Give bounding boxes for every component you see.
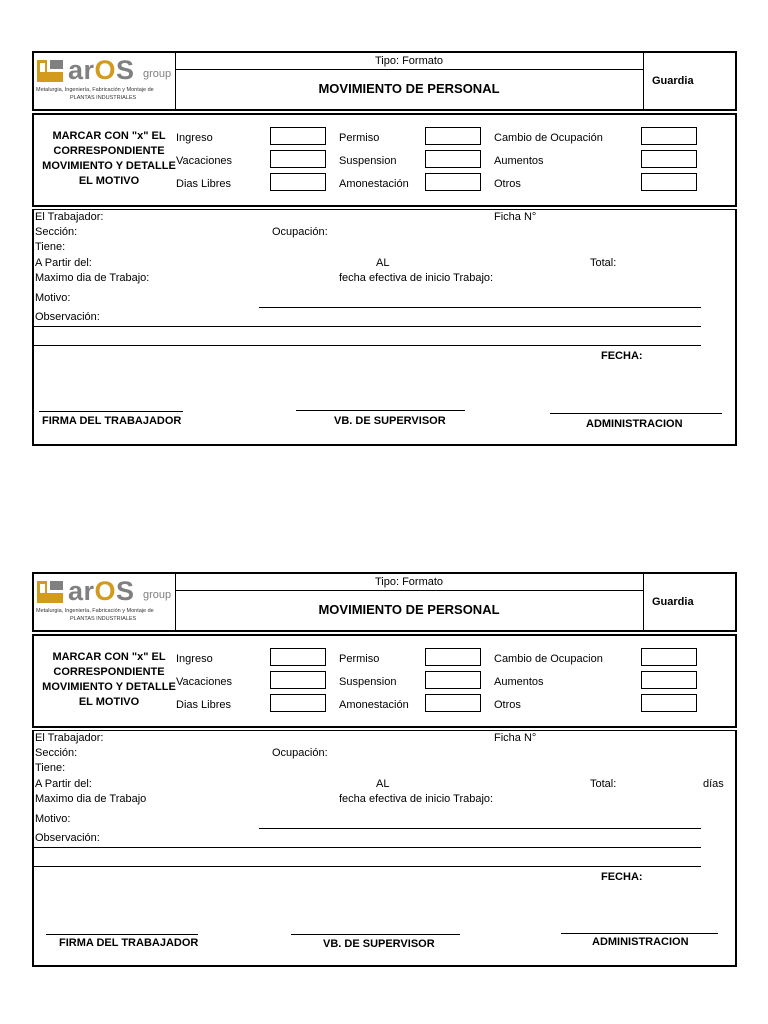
mark-instructions: MARCAR CON "x" EL CORRESPONDIENTE MOVIMIENTO Y DETALLE EL MOTIVO xyxy=(42,130,176,187)
form-header xyxy=(32,51,737,111)
total-label: Total: xyxy=(590,257,617,269)
movement-selection xyxy=(32,113,737,207)
firma-administracion-line[interactable] xyxy=(550,413,722,414)
observacion-label: Observación: xyxy=(35,311,100,323)
a-partir-label: A Partir del: xyxy=(35,778,92,790)
form-title: MOVIMIENTO DE PERSONAL xyxy=(318,81,500,96)
al-label: AL xyxy=(376,257,390,269)
option-amonestacion-label: Amonestación xyxy=(339,178,409,190)
checkbox-dias-libres[interactable] xyxy=(270,173,326,191)
option-aumentos-label: Aumentos xyxy=(494,676,544,688)
fecha-label: FECHA: xyxy=(601,350,643,362)
guardia-label: Guardia xyxy=(643,574,735,630)
option-dias-libres-label: Dias Libres xyxy=(176,699,232,711)
fecha-efectiva-label: fecha efectiva de inicio Trabajo: xyxy=(339,272,494,284)
checkbox-amonestacion[interactable] xyxy=(425,173,481,191)
motivo-line[interactable] xyxy=(259,828,701,829)
ocupacion-label: Ocupación: xyxy=(272,747,328,759)
a-partir-label: A Partir del: xyxy=(35,257,92,269)
checkbox-cambio-ocupacion[interactable] xyxy=(641,127,697,145)
detail-section xyxy=(32,730,737,967)
detail-section xyxy=(32,209,737,446)
trabajador-label: El Trabajador: xyxy=(35,732,104,744)
observacion-line-1[interactable] xyxy=(34,847,701,848)
checkbox-suspension[interactable] xyxy=(425,150,481,168)
option-suspension-label: Suspension xyxy=(339,155,397,167)
observacion-line-1[interactable] xyxy=(34,326,701,327)
aros-logo-icon xyxy=(37,581,63,603)
option-amonestacion-label: Amonestación xyxy=(339,699,409,711)
tiene-label: Tiene: xyxy=(35,241,66,253)
checkbox-ingreso[interactable] xyxy=(270,648,326,666)
form-header xyxy=(32,572,737,632)
firma-supervisor-label: VB. DE SUPERVISOR xyxy=(323,938,435,950)
option-otros-label: Otros xyxy=(494,699,521,711)
logo-tagline: Metalurgia, Ingeniería, Fabricación y Montaje de xyxy=(36,87,154,93)
checkbox-vacaciones[interactable] xyxy=(270,671,326,689)
checkbox-permiso[interactable] xyxy=(425,648,481,666)
firma-trabajador-label: FIRMA DEL TRABAJADOR xyxy=(42,415,182,427)
firma-trabajador-line[interactable] xyxy=(46,934,198,935)
checkbox-aumentos[interactable] xyxy=(641,150,697,168)
seccion-label: Sección: xyxy=(35,747,78,759)
fecha-label: FECHA: xyxy=(601,871,643,883)
checkbox-vacaciones[interactable] xyxy=(270,150,326,168)
checkbox-aumentos[interactable] xyxy=(641,671,697,689)
aros-logo-icon xyxy=(37,60,63,82)
fecha-efectiva-label: fecha efectiva de inicio Trabajo: xyxy=(339,793,494,805)
total-label: Total: xyxy=(590,778,617,790)
checkbox-suspension[interactable] xyxy=(425,671,481,689)
ficha-label: Ficha N° xyxy=(494,211,537,223)
option-otros-label: Otros xyxy=(494,178,521,190)
logo-wordmark: arOS xyxy=(68,55,135,85)
option-dias-libres-label: Dias Libres xyxy=(176,178,232,190)
option-permiso-label: Permiso xyxy=(339,653,380,665)
option-cambio-ocupacion-label: Cambio de Ocupación xyxy=(494,132,603,144)
checkbox-otros[interactable] xyxy=(641,173,697,191)
maximo-dia-label: Maximo dia de Trabajo xyxy=(35,793,147,805)
firma-administracion-line[interactable] xyxy=(561,933,718,934)
logo-tagline-2: PLANTAS INDUSTRIALES xyxy=(70,95,137,101)
checkbox-cambio-ocupacion[interactable] xyxy=(641,648,697,666)
checkbox-ingreso[interactable] xyxy=(270,127,326,145)
option-permiso-label: Permiso xyxy=(339,132,380,144)
option-vacaciones-label: Vacaciones xyxy=(176,676,233,688)
motivo-label: Motivo: xyxy=(35,813,71,825)
tipo-formato: Tipo: Formato xyxy=(175,574,643,591)
motivo-label: Motivo: xyxy=(35,292,71,304)
guardia-label: Guardia xyxy=(643,53,735,109)
firma-supervisor-line[interactable] xyxy=(291,934,460,935)
checkbox-dias-libres[interactable] xyxy=(270,694,326,712)
option-cambio-ocupacion-label: Cambio de Ocupacion xyxy=(494,653,603,665)
firma-administracion-label: ADMINISTRACION xyxy=(592,936,689,948)
company-logo xyxy=(34,574,176,630)
option-suspension-label: Suspension xyxy=(339,676,397,688)
maximo-dia-label: Maximo dia de Trabajo: xyxy=(35,272,150,284)
ficha-label: Ficha N° xyxy=(494,732,537,744)
firma-trabajador-line[interactable] xyxy=(39,411,183,412)
firma-supervisor-line[interactable] xyxy=(296,410,465,411)
seccion-label: Sección: xyxy=(35,226,78,238)
company-logo xyxy=(34,53,176,109)
logo-group-text: group xyxy=(143,68,172,80)
form-title: MOVIMIENTO DE PERSONAL xyxy=(318,602,500,617)
trabajador-label: El Trabajador: xyxy=(35,211,104,223)
option-aumentos-label: Aumentos xyxy=(494,155,544,167)
dias-label: días xyxy=(703,778,724,790)
tiene-label: Tiene: xyxy=(35,762,66,774)
logo-tagline: Metalurgia, Ingeniería, Fabricación y Montaje de xyxy=(36,608,154,614)
option-ingreso-label: Ingreso xyxy=(176,132,213,144)
option-ingreso-label: Ingreso xyxy=(176,653,213,665)
firma-supervisor-label: VB. DE SUPERVISOR xyxy=(334,415,446,427)
option-vacaciones-label: Vacaciones xyxy=(176,155,233,167)
logo-group-text: group xyxy=(143,589,172,601)
al-label: AL xyxy=(376,778,390,790)
motivo-line[interactable] xyxy=(259,307,701,308)
observacion-line-2[interactable] xyxy=(34,866,701,867)
checkbox-amonestacion[interactable] xyxy=(425,694,481,712)
mark-instructions: MARCAR CON "x" EL CORRESPONDIENTE MOVIMIENTO Y DETALLE EL MOTIVO xyxy=(42,651,176,708)
observacion-line-2[interactable] xyxy=(34,345,701,346)
movement-selection xyxy=(32,634,737,728)
logo-wordmark: arOS xyxy=(68,576,135,606)
tipo-formato: Tipo: Formato xyxy=(175,53,643,70)
ocupacion-label: Ocupación: xyxy=(272,226,328,238)
logo-tagline-2: PLANTAS INDUSTRIALES xyxy=(70,616,137,622)
checkbox-otros[interactable] xyxy=(641,694,697,712)
checkbox-permiso[interactable] xyxy=(425,127,481,145)
observacion-label: Observación: xyxy=(35,832,100,844)
firma-administracion-label: ADMINISTRACION xyxy=(586,418,683,430)
firma-trabajador-label: FIRMA DEL TRABAJADOR xyxy=(59,937,199,949)
